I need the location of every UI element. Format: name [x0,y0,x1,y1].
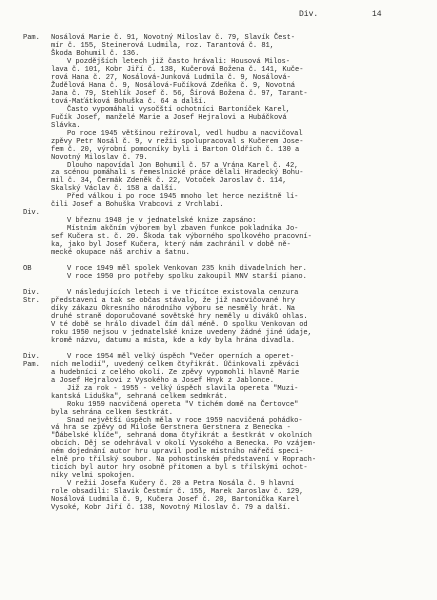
text-line [0,281,437,289]
line-text: rová Hana č. 27, Nosálová-Junková Ludmila č. 9, Nosálová- [51,73,291,82]
line-text: Dlouho napovídal Jon Bohumil č. 57 a Vrána Karel č. 42, [67,161,299,170]
line-text: Jana č. 79, Stehlík Josef č. 56, Šírová Božena č. 97, Tarant- [51,89,308,98]
line-text: představení a tak se občas stávalo, že již nacvičované hry [51,296,296,305]
text-line [0,58,437,66]
text-line [0,393,437,401]
line-text: čili Josef a Bohuška Vrabcovi z Vrchlabí. [51,201,224,210]
text-line [0,98,437,106]
line-text: V březnu 1948 je v jednatelské knize zapsáno: [67,217,257,226]
line-text: Často vypomáhali vysočští ochotníci Bartoníček Karel, [67,105,290,114]
line-text: tová-Maťátková Bohuška č. 64 a další. [51,97,207,106]
line-text: Slávka. [51,121,81,130]
line-text: Nosálová Ludmila č. 9, Kučera Josef č. 20, Bartoníčka Karel [51,496,300,505]
text-line [0,432,437,440]
text-line [0,472,437,480]
text-line [0,313,437,321]
margin-note: Div. [23,289,40,297]
text-line [0,377,437,385]
text-line [0,74,437,82]
text-line [0,209,437,217]
line-text: V roce 1954 měl velký úspěch "Večer operních a operet- [67,352,295,361]
margin-note: Str. [23,296,40,305]
line-text: role obsadili: Slavík Čestmír č. 155, Marek Jaroslav č. 129, [51,488,304,497]
margin-note: Div. [23,352,40,361]
line-text: fem č. 20, výrobní pomocníky byli i Barton Oldřich č. 130 a [51,145,300,154]
text-line [0,193,437,201]
text-line [0,464,437,472]
text-line [0,50,437,58]
line-text: Žudělová Hana č. 9, Nosálová-Fučíková Zdeňka č. 9, Novotná [51,81,296,90]
text-line [0,265,437,273]
line-text: V té době se hrálo divadel čím dál méně. O spolku Venkovan od [51,320,308,329]
text-line [0,440,437,448]
line-text: Skalský Václav č. 158 a další. [51,185,178,194]
text-line [0,130,437,138]
text-line [0,273,437,281]
text-line [0,114,437,122]
line-text: a hudebníci z celého okolí. Ze zpěvy vypomohli hlavně Marie [51,368,300,377]
line-text: kantská Liduška", sehraná celkem sedmkrát. [51,392,228,401]
text-line [0,401,437,409]
text-line [0,353,437,361]
line-text: sef Kučera st. č. 20. Škoda tak výborného spolkového pracovní- [51,233,312,242]
line-text: V režii Josefa Kučery č. 20 a Petra Nosála č. 9 hlavní [67,480,295,489]
text-line [0,185,437,193]
line-text: a Josef Hejralovi z Vysokého a Josef Hnyk z Jablonce. [51,376,274,385]
margin-note: Pam. [23,360,40,369]
line-text: mecké okupace náš archiv a šatnu. [51,249,190,258]
text-line [0,177,437,185]
line-text: Nosálová Marie č. 91, Novotný Miloslav č. 79, Slavík Čest- [51,34,296,42]
line-text: Škoda Bohumil č. 136. [51,49,140,58]
text-line [0,385,437,393]
text-line [0,42,437,50]
text-line [0,361,437,369]
line-text: kromě názvu, datumu a místa, kde a kdy byla hrána divadla. [51,336,296,345]
text-line [0,154,437,162]
text-line [0,138,437,146]
text-line [0,201,437,209]
text-line [0,369,437,377]
text-line [0,146,437,154]
line-text: "Ďábelské klíče", sehraná doma čtyřikrát a šestkrát v okolních [51,432,312,441]
division-label: Div. [299,10,319,19]
line-text: V pozdějších letech již často hrávali: Housová Milos- [67,57,290,66]
line-text: Snad největší úspěch měla v roce 1959 nacvičená pohádko- [67,416,303,425]
text-line [0,34,437,42]
text-line [0,82,437,90]
text-line [0,488,437,496]
line-text: Vysoké, Kobr Jiří č. 138, Novotný Miloslav č. 79 a další. [51,504,291,513]
text-line [0,90,437,98]
line-text: lava č. 101, Kobr Jiří č. 138, Kučerová Božena č. 141, Kuče- [51,65,304,74]
text-line [0,257,437,265]
line-text: ka, jako byl Josef Kučera, který nám zachránil v době ně- [51,241,291,250]
line-text: mil č. 34, Čermák Zdeněk č. 22, Votoček Jaroslav č. 114, [51,177,287,186]
margin-note: Div. [23,209,40,218]
text-line [0,233,437,241]
margin-note: OB [23,265,32,274]
line-text: Již za rok - 1955 - velký úspěch slavila opereta "Muzi- [67,384,299,393]
line-text: roku 1950 nejsou v jednatelské knize uvedeny žádné jiné údaje, [51,328,312,337]
document-body [0,34,437,512]
text-line [0,345,437,353]
line-text: mír č. 155, Steinerová Ludmila, roz. Tarantová č. 81, [51,41,274,50]
text-line [0,249,437,257]
text-line [0,305,437,313]
text-line [0,297,437,305]
text-line [0,448,437,456]
line-text: Roku 1959 nacvičená opereta "V tichém domě na Čertovce" [67,400,299,409]
text-line [0,217,437,225]
text-line [0,337,437,345]
text-line [0,321,437,329]
line-text: zpěvy Petr Nosál č. 9, v režii spolupracoval s Kučerem Jose- [51,137,304,146]
text-line [0,456,437,464]
line-text: Fučík Josef, manželé Marie a Josef Hejralovi a Hubáčková [51,113,287,122]
line-text: Novotný Miloslav č. 79. [51,153,148,162]
text-line [0,162,437,170]
line-text: vá hra se zpěvy od Miloše Gerstnera Gerstnera z Benecka - [51,424,291,433]
line-text: Před válkou i po roce 1945 mnoho let herce nezištně lí- [67,193,299,202]
text-line [0,504,437,512]
margin-note: Pam. [23,34,40,42]
line-text: Po roce 1945 většinou režíroval, vedl hudbu a nacvičoval [67,129,303,138]
line-text: díky zákazu Okresního národního výboru se nesměly hrát. Na [51,304,296,313]
text-line [0,122,437,130]
line-text: V následujících letech i ve třicítce existovala cenzura [67,289,299,297]
page-header [0,10,437,24]
line-text: za scénou pomáhali s řemeslnické práce dělali Hradecký Bohu- [51,169,304,178]
line-text: ních melodií", uvedený celkem čtyřikrát. Účinkovali zpěváci [51,360,300,369]
line-text: obcích. Děj se odehrával v okolí Vysokého a Benecka. Po vzájem- [51,440,317,449]
text-line [0,106,437,114]
line-text: druhé straně doporučované sovětské hry neměly u diváků ohlas. [51,312,308,321]
text-line [0,417,437,425]
text-line [0,241,437,249]
text-line [0,409,437,417]
line-text: ném dojednání autor hru upravil podle místního nářečí speci- [51,448,304,457]
text-line [0,329,437,337]
page-number: 14 [372,10,382,19]
line-text: byla sehrána celkem šestkrát. [51,408,174,417]
line-text: ticích byl autor hry osobně přítomen a byl s třílskými ochot- [51,464,308,473]
line-text: V roce 1949 měl spolek Venkovan 235 knih divadelních her. [67,265,307,274]
text-line [0,496,437,504]
line-text: V roce 1950 pro potřeby spolku zakoupil MNV starší piano. [67,273,307,282]
line-text: níky velmi spokojen. [51,472,136,481]
text-line [0,289,437,297]
text-line [0,66,437,74]
line-text: Místním akčním výborem byl zbaven funkce pokladníka Jo- [67,225,299,234]
line-text: elně pro třílský soubor. Na pohostinském představení v Roprach- [51,456,317,465]
